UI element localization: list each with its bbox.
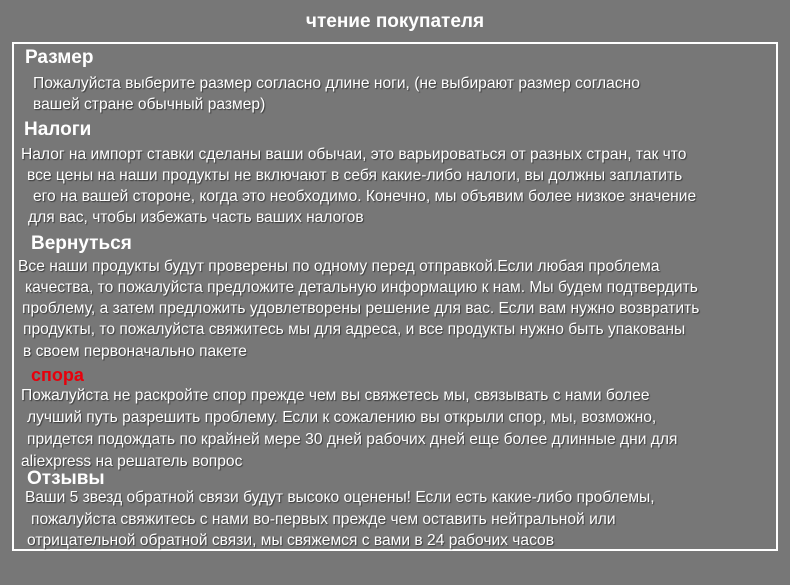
section-heading-returns: Вернуться: [31, 233, 132, 254]
taxes-line: для вас, чтобы избежать часть ваших налогов: [28, 209, 364, 226]
feedback-line: пожалуйста свяжитесь с нами во-первых прежде чем оставить нейтральной или: [31, 511, 616, 528]
dispute-line: aliexpress на решатель вопрос: [21, 453, 243, 470]
taxes-line: Налог на импорт ставки сделаны ваши обычаи, это варьироваться от разных стран, так что: [21, 146, 687, 163]
returns-line: качества, то пожалуйста предложите детальную информацию к нам. Мы будем подтвердить: [25, 279, 698, 296]
section-heading-taxes: Налоги: [24, 119, 92, 140]
page-title: чтение покупателя: [305, 11, 485, 32]
section-heading-dispute: спора: [31, 365, 84, 385]
taxes-line: его на вашей стороне, когда это необходимо. Конечно, мы объявим более низкое значение: [33, 188, 697, 205]
returns-line: продукты, то пожалуйста свяжитесь мы для адреса, и все продукты нужно быть упакованы: [23, 321, 686, 338]
taxes-line: все цены на наши продукты не включают в себя какие-либо налоги, вы должны заплатить: [27, 167, 683, 184]
dispute-line: придется подождать по крайней мере 30 дней рабочих дней еще более длинные дни для: [27, 431, 678, 448]
dispute-line: лучший путь разрешить проблему. Если к сожалению вы открыли спор, мы, возможно,: [27, 409, 657, 426]
returns-line: в своем первоначально пакете: [23, 343, 247, 360]
dispute-line: Пожалуйста не раскройте спор прежде чем вы свяжетесь мы, связывать с нами более: [21, 387, 650, 404]
size-line: вашей стране обычный размер): [33, 96, 266, 113]
returns-line: проблему, а затем предложить удовлетворены решение для вас. Если вам нужно возвратить: [22, 300, 700, 317]
returns-line: Все наши продукты будут проверены по одному перед отправкой.Если любая проблема: [18, 258, 660, 275]
feedback-line: отрицательной обратной связи, мы свяжемся с вами в 24 рабочих часов: [27, 532, 555, 549]
size-line: Пожалуйста выберите размер согласно длине ноги, (не выбирают размер согласно: [33, 75, 640, 92]
section-heading-size: Размер: [25, 47, 94, 68]
section-heading-feedback: Отзывы: [27, 468, 105, 489]
feedback-line: Ваши 5 звезд обратной связи будут высоко оценены! Если есть какие-либо проблемы,: [25, 489, 655, 506]
